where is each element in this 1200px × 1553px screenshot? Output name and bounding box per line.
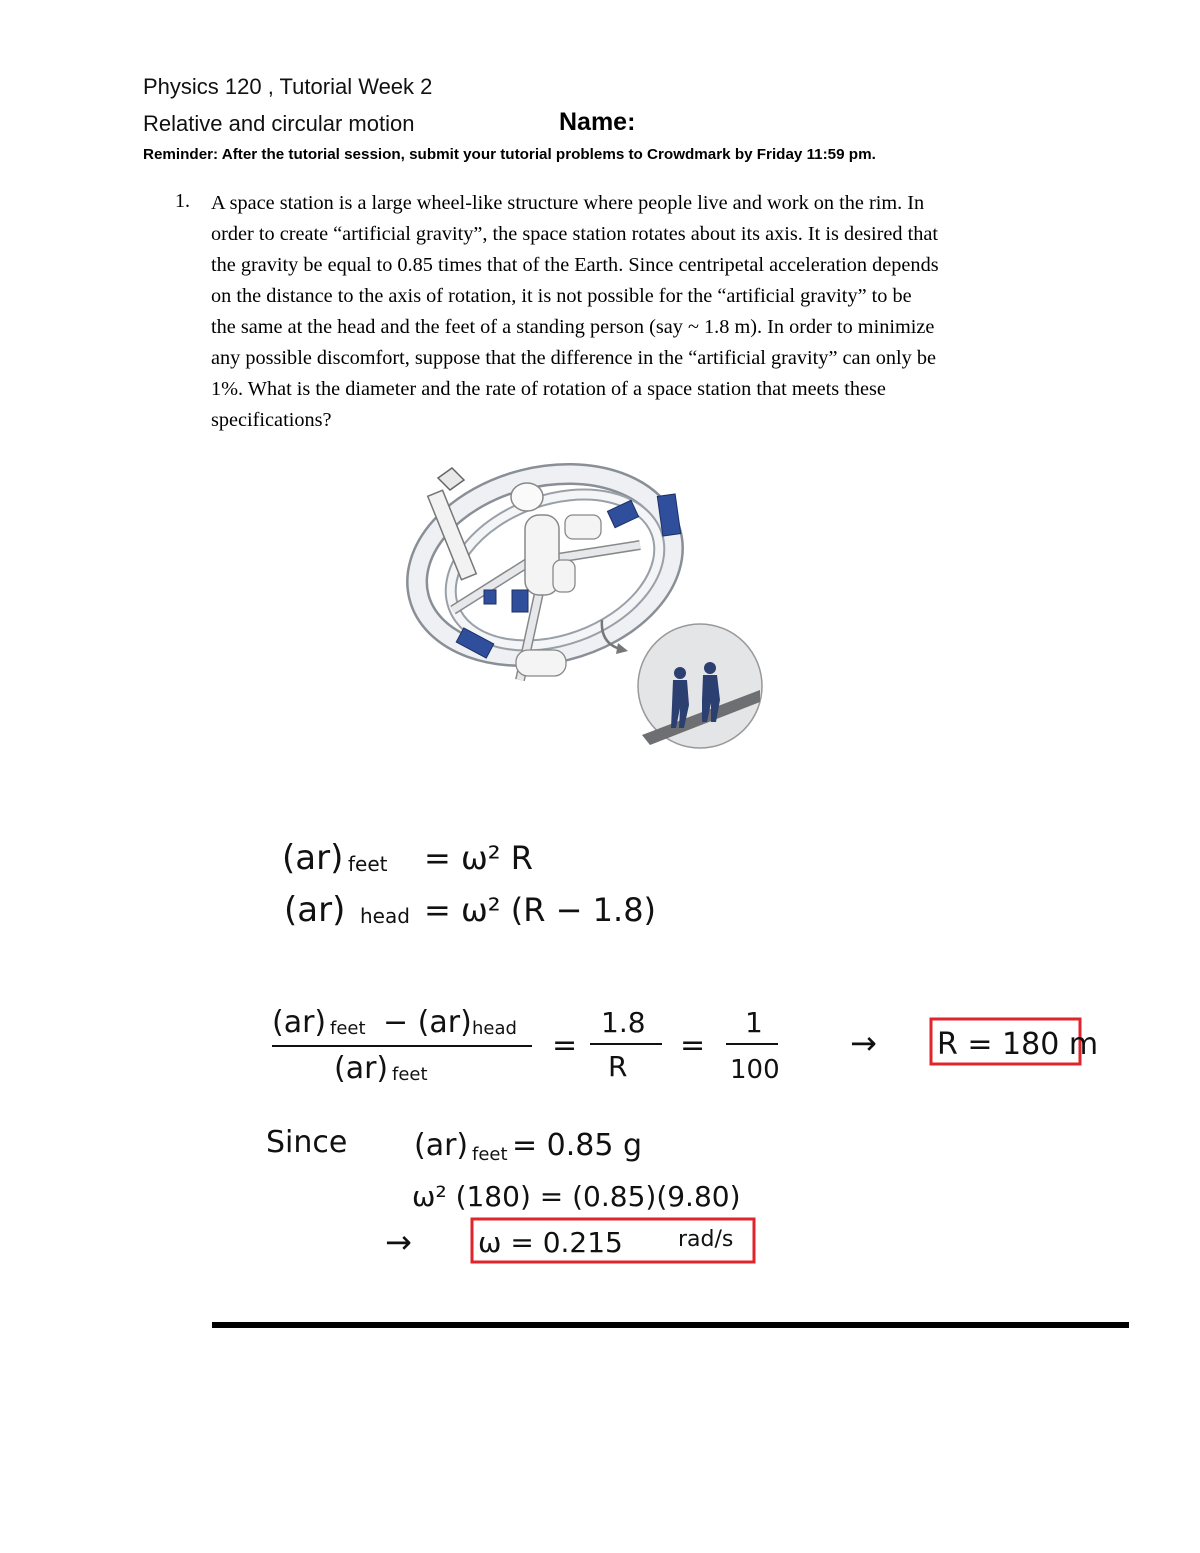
name-label: Name: xyxy=(559,108,636,136)
result-radius: R = 180 m xyxy=(937,1027,1099,1062)
question-line: the same at the head and the feet of a standing person (say ~ 1.8 m). In order to minimize xyxy=(211,316,935,338)
question-line: the gravity be equal to 0.85 times that of the Earth. Since centripetal acceleration depends xyxy=(211,254,939,276)
space-station-illustration xyxy=(398,448,762,748)
page-title: Physics 120 , Tutorial Week 2 xyxy=(143,74,433,99)
since-eq-lhs: (ar) xyxy=(414,1128,469,1163)
mid-denominator: R xyxy=(608,1050,628,1083)
eq1-rhs: = ω² R xyxy=(424,839,534,877)
frac-numerator-b: − (ar) xyxy=(383,1005,472,1040)
mid-numerator: 1.8 xyxy=(601,1006,646,1039)
eq2-lhs: (ar) xyxy=(284,890,346,930)
equals-sign-2: = xyxy=(680,1028,706,1063)
right-denominator: 100 xyxy=(730,1055,780,1085)
page-subtitle: Relative and circular motion xyxy=(143,111,415,136)
arrow-icon: → xyxy=(385,1223,412,1261)
frac-denominator-sub: feet xyxy=(392,1064,428,1085)
eq1-subscript: feet xyxy=(348,852,388,876)
reminder-text: Reminder: After the tutorial session, submit your tutorial problems to Crowdmark by Friday 11:59 pm. xyxy=(143,146,876,163)
right-numerator: 1 xyxy=(745,1006,763,1039)
since-eq-rhs: = 0.85 g xyxy=(512,1128,643,1163)
since-eq-sub: feet xyxy=(472,1144,508,1165)
question-line: any possible discomfort, suppose that the difference in the “artificial gravity” can only be xyxy=(211,347,937,369)
question-line: 1%. What is the diameter and the rate of rotation of a space station that meets these xyxy=(211,378,886,400)
frac-numerator-a-sub: feet xyxy=(330,1018,366,1039)
equals-sign-1: = xyxy=(552,1028,578,1063)
result-omega: ω = 0.215 xyxy=(478,1226,623,1259)
omega-equation: ω² (180) = (0.85)(9.80) xyxy=(412,1180,741,1213)
frac-denominator: (ar) xyxy=(334,1051,389,1086)
eq2-rhs: = ω² (R − 1.8) xyxy=(424,891,657,929)
since-label: Since xyxy=(266,1125,348,1160)
frac-numerator-b-sub: head xyxy=(472,1018,517,1039)
result-omega-unit: rad/s xyxy=(678,1227,734,1252)
question-line: specifications? xyxy=(211,409,332,431)
frac-numerator-a: (ar) xyxy=(272,1005,327,1040)
question-line: order to create “artificial gravity”, the space station rotates about its axis. It is desired that xyxy=(211,223,939,245)
eq2-subscript: head xyxy=(360,904,410,928)
question-number: 1. xyxy=(175,190,190,212)
section-divider xyxy=(212,1322,1129,1328)
question-line: A space station is a large wheel-like structure where people live and work on the rim. In xyxy=(211,192,925,214)
question-line: on the distance to the axis of rotation, it is not possible for the “artificial gravity” to be xyxy=(211,285,912,307)
eq1-lhs: (ar) xyxy=(282,838,344,878)
arrow-icon: → xyxy=(850,1024,877,1062)
solution-work xyxy=(266,838,1098,1262)
